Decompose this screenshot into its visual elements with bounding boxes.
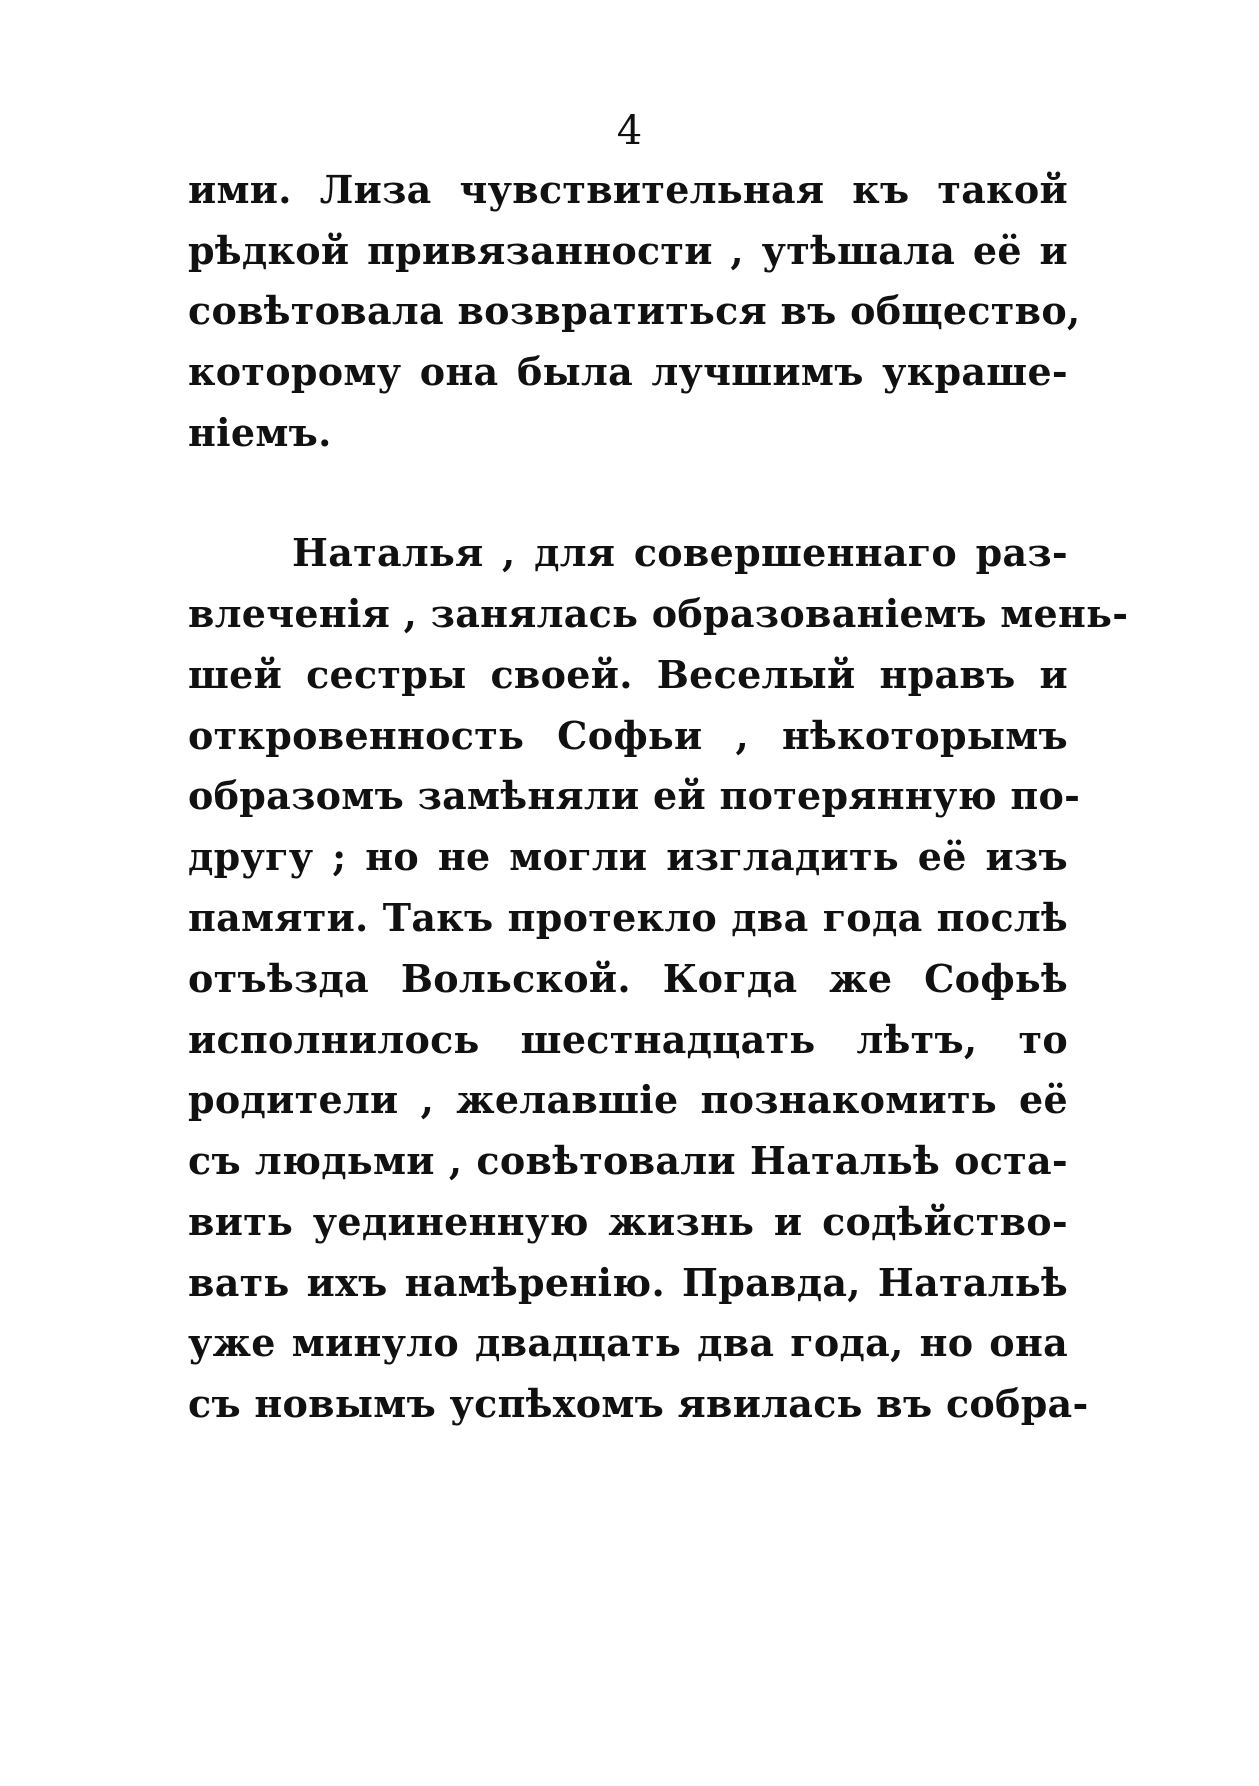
text-line: образомъ замѣняли ей потерянную по-	[188, 773, 1081, 818]
text-line: съ новымъ успѣхомъ явилась въ собра-	[188, 1381, 1089, 1426]
page-number: 4	[616, 108, 643, 154]
text-line: вить уединенную жизнь и содѣйство-	[188, 1199, 1068, 1244]
text-line: родители , желавшіе познакомить её	[188, 1077, 1068, 1122]
text-line: съ людьми , совѣтовали Натальѣ оста-	[188, 1138, 1068, 1183]
text-line: шей сестры своей. Веселый нравъ и	[188, 652, 1068, 697]
text-line: ніемъ.	[188, 410, 332, 455]
text-line: вать ихъ намѣренію. Правда, Натальѣ	[188, 1260, 1068, 1305]
text-line: ими. Лиза чувствительная къ такой	[188, 167, 1068, 212]
text-line: исполнилось шестнадцать лѣтъ, то	[188, 1017, 1068, 1062]
text-line: откровенность Софьи , нѣкоторымъ	[188, 713, 1068, 758]
text-line: другу ; но не могли изгладить её изъ	[188, 834, 1068, 879]
text-line: влеченія , занялась образованіемъ мень-	[188, 591, 1129, 636]
text-line: совѣтовала возвратиться въ общество,	[188, 288, 1081, 333]
text-line: памяти. Такъ протекло два года послѣ	[188, 895, 1068, 940]
text-line: рѣдкой привязанности , утѣшала её и	[188, 228, 1068, 273]
text-line: уже минуло двадцать два года, но она	[188, 1320, 1068, 1365]
text-line: отъѣзда Вольской. Когда же Софьѣ	[188, 956, 1068, 1001]
text-line: которому она была лучшимъ украше-	[188, 349, 1068, 394]
text-line: Наталья , для совершеннаго раз-	[292, 530, 1068, 575]
